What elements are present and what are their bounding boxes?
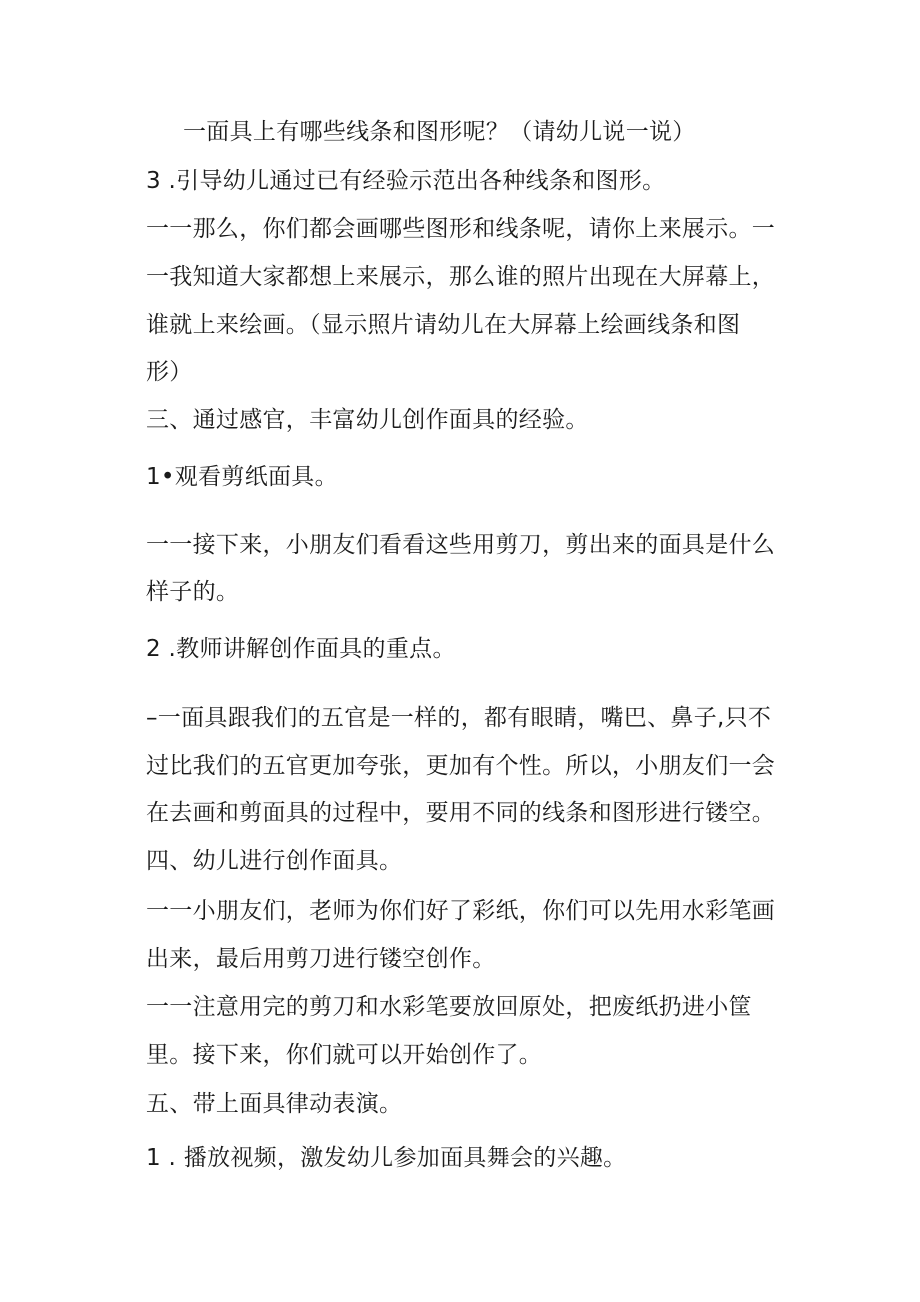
text-line-dialogue-8: 出来，最后用剪刀进行镂空创作。 — [146, 946, 496, 972]
text-line-explanation-3: 在去画和剪面具的过程中，要用不同的线条和图形进行镂空。 — [146, 800, 776, 826]
text-line-dialogue-4: 形） — [146, 359, 193, 385]
text-line-dialogue-5: 一一接下来，小朋友们看看这些用剪刀，剪出来的面具是什么 — [146, 532, 776, 558]
text-line-step-3: 3 .引导幼儿通过已有经验示范出各种线条和图形。 — [146, 168, 666, 194]
text-line-explanation-1: –一面具跟我们的五官是一样的，都有眼睛，嘴巴、鼻子,只不 — [146, 705, 772, 731]
text-line-explanation-2: 过比我们的五官更加夸张，更加有个性。所以，小朋友们一会 — [146, 753, 776, 779]
section-heading-5: 五、带上面具律动表演。 — [146, 1091, 403, 1117]
text-line-step-1b: 1 . 播放视频，激发幼儿参加面具舞会的兴趣。 — [146, 1145, 627, 1171]
text-line-dialogue-2: 一我知道大家都想上来展示，那么谁的照片出现在大屏幕上， — [146, 264, 776, 290]
text-line-dialogue-9: 一一注意用完的剪刀和水彩笔要放回原处，把废纸扔进小筐 — [146, 994, 752, 1020]
section-heading-3: 三、通过感官，丰富幼儿创作面具的经验。 — [146, 407, 589, 433]
text-line-step-2: 2 .教师讲解创作面具的重点。 — [146, 636, 456, 662]
text-line-step-1: 1•观看剪纸面具。 — [146, 464, 338, 490]
text-line-question: 一面具上有哪些线条和图形呢？（请幼儿说一说） — [183, 119, 696, 145]
text-line-dialogue-3: 谁就上来绘画。（显示照片请幼儿在大屏幕上绘画线条和图 — [146, 312, 741, 338]
text-line-dialogue-1: 一一那么，你们都会画哪些图形和线条呢，请你上来展示。一 — [146, 216, 776, 242]
text-line-dialogue-6: 样子的。 — [146, 579, 240, 605]
text-line-dialogue-7: 一一小朋友们，老师为你们好了彩纸，你们可以先用水彩笔画 — [146, 898, 776, 924]
section-heading-4: 四、幼儿进行创作面具。 — [146, 848, 403, 874]
text-line-dialogue-10: 里。接下来，你们就可以开始创作了。 — [146, 1042, 543, 1068]
